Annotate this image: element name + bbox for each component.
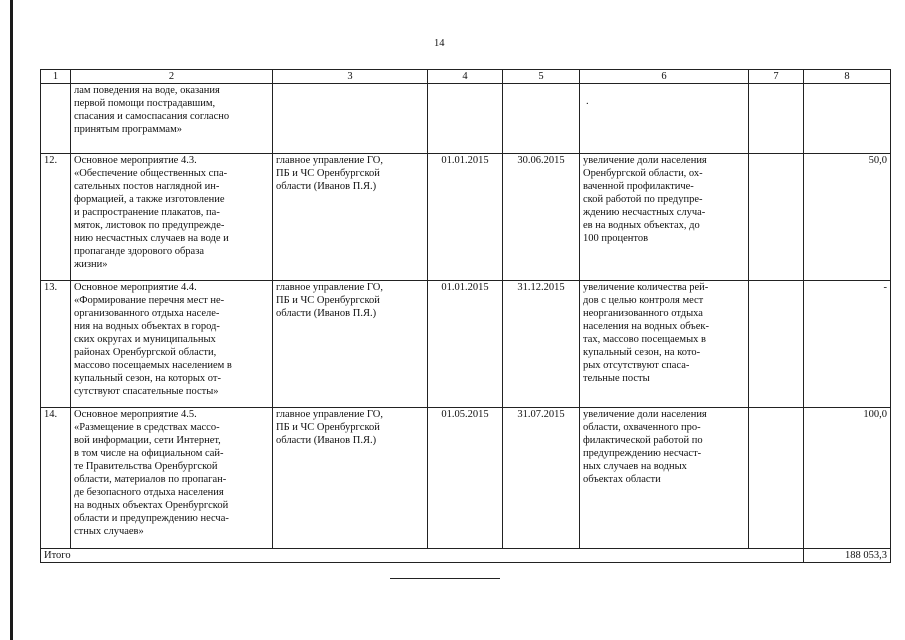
column-header: 2 — [71, 70, 273, 84]
start-date: 01.01.2015 — [428, 154, 503, 281]
activities-table — [40, 69, 891, 563]
event-text: лам поведения на воде, оказания первой помощи пострадавшим, спасания и самоспасания согласно принятым программам» — [74, 85, 230, 136]
row-number: 12. — [41, 154, 71, 281]
executor — [273, 84, 428, 154]
table-row — [41, 408, 891, 549]
start-date — [428, 84, 589, 154]
column-7-cell — [749, 408, 804, 549]
table-row — [41, 281, 891, 408]
column-header: 3 — [273, 70, 428, 84]
column-header: 7 — [749, 70, 804, 84]
row-number — [41, 84, 71, 154]
executor: главное управление ГО, ПБ и ЧС Оренбургской области (Иванов П.Я.) — [273, 408, 428, 549]
column-number-row — [41, 70, 891, 84]
start-date: 01.05.2015 — [428, 408, 503, 549]
executor: главное управление ГО, ПБ и ЧС Оренбургской области (Иванов П.Я.) — [273, 154, 428, 281]
binding-edge-line — [10, 0, 13, 640]
expected-result: увеличение доли населения Оренбургской области, ох- ваченной профилактиче- ской работой по предупре- ждению несчастных случа- ев на водных объектах, до 100 процентов — [580, 154, 749, 281]
column-7-cell — [749, 154, 804, 281]
total-label: Итого — [41, 549, 804, 563]
table-row — [41, 154, 891, 281]
column-7-cell — [749, 281, 804, 408]
funding-amount: 100,0 — [804, 408, 891, 549]
end-date — [503, 84, 580, 154]
row-number: 13. — [41, 281, 71, 408]
funding-amount: - — [804, 281, 891, 408]
table-row — [41, 84, 891, 154]
end-date: 30.06.2015 — [503, 154, 580, 281]
event-description: Основное мероприятие 4.4. «Формирование перечня мест не- организованного отдыха населе- ния на водных объектах в город- ских округах и муниципальных районах Оренбургской области, массово посещаемых населением в купальный сезон, на которых от- сутствуют спасательные посты» — [71, 281, 273, 408]
executor: главное управление ГО, ПБ и ЧС Оренбургской области (Иванов П.Я.) — [273, 281, 428, 408]
column-7-cell — [749, 84, 804, 154]
column-header: 4 — [428, 70, 503, 84]
closing-rule-line — [390, 578, 500, 579]
event-description — [71, 84, 273, 154]
end-date: 31.12.2015 — [503, 281, 580, 408]
page-number: 14 — [434, 38, 445, 49]
column-header: 1 — [41, 70, 71, 84]
expected-result: увеличение доли населения области, охваченного про- филактической работой по предупреждению несчаст- ных случаев на водных объектах области — [580, 408, 749, 549]
event-description: Основное мероприятие 4.5. «Размещение в средствах массо- вой информации, сети Интернет, в том числе на официальном сай- те Правительства Оренбургской области, материалов по пропаган- де безопасного отдыха населения на водных объектах Оренбургской области и предупреждению несча- стных случаев» — [71, 408, 273, 549]
expected-result: увеличение количества рей- дов с целью контроля мест неорганизованного отдыха населения на водных объек- тах, массово посещаемых в купальный сезон, на кото- рых отсутствуют спаса- тельные посты — [580, 281, 749, 408]
dot-mark: . — [586, 96, 589, 107]
funding-amount — [804, 84, 891, 154]
column-header: 5 — [503, 70, 580, 84]
row-number: 14. — [41, 408, 71, 549]
total-row — [41, 549, 891, 563]
start-date: 01.01.2015 — [428, 281, 503, 408]
event-description: Основное мероприятие 4.3. «Обеспечение общественных спа- сательных постов наглядной ин- формацией, а также изготовление и распространение плакатов, па- мяток, листовок по предупрежде- нию несчастных случаев на воде и пропаганде здорового образа жизни» — [71, 154, 273, 281]
expected-result — [580, 84, 749, 154]
funding-amount: 50,0 — [804, 154, 891, 281]
column-header: 6 — [580, 70, 749, 84]
column-header: 8 — [804, 70, 891, 84]
end-date: 31.07.2015 — [503, 408, 580, 549]
total-amount: 188 053,3 — [804, 549, 891, 563]
